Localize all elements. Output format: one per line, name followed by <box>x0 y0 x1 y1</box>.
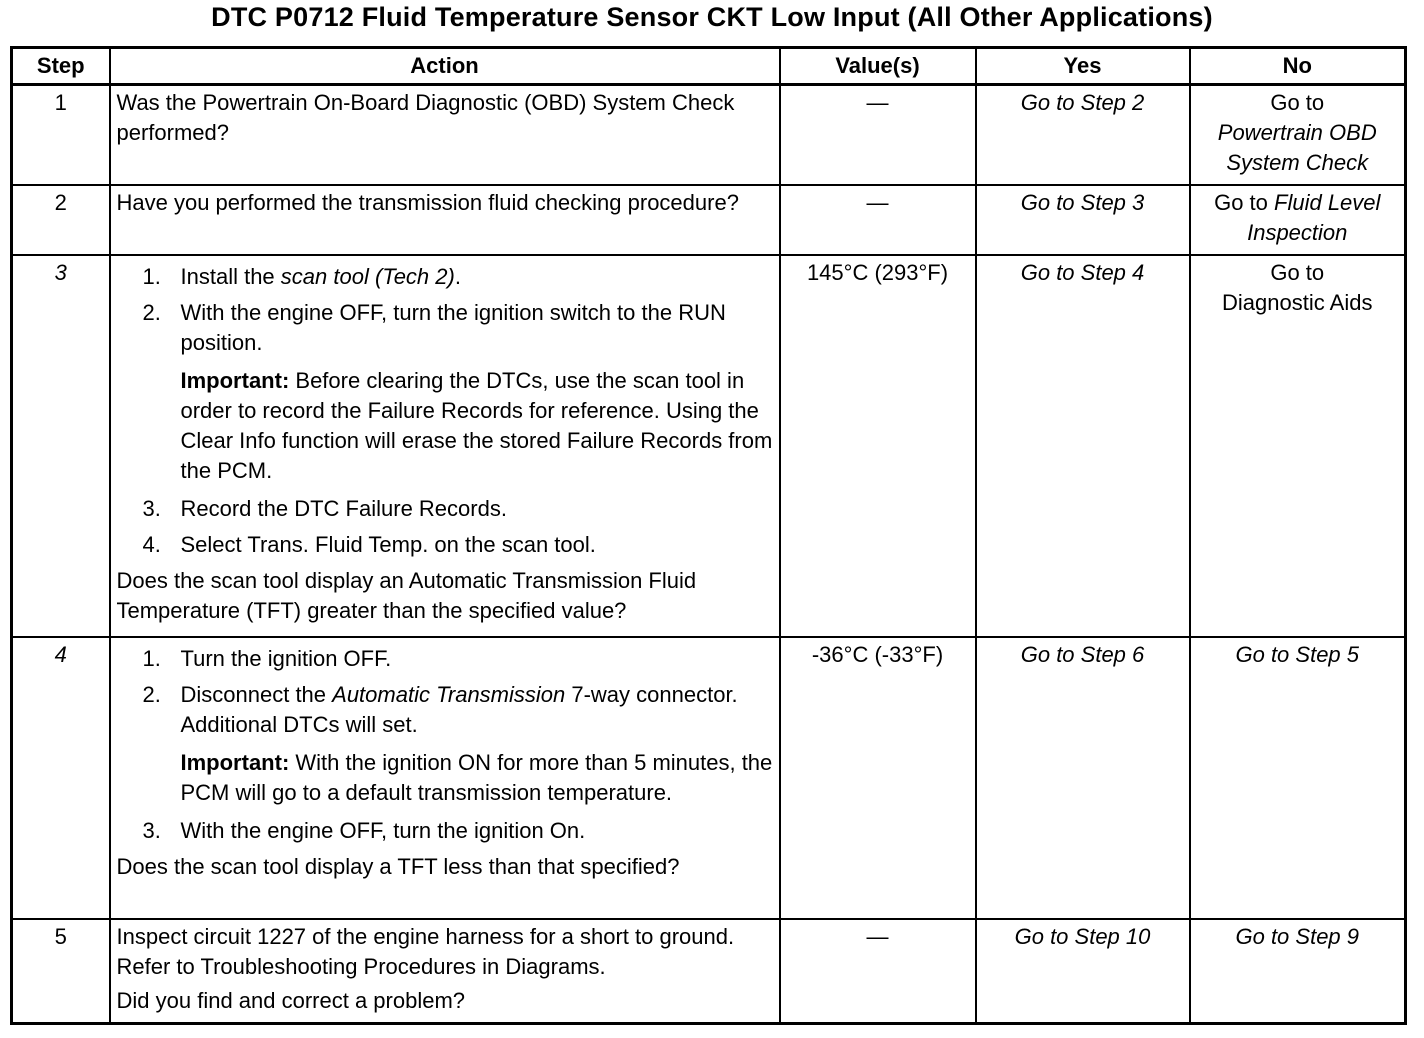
important-label: Important: <box>180 368 290 393</box>
list-text: Install the <box>180 264 281 289</box>
important-label: Important: <box>180 750 290 775</box>
list-number: 3. <box>142 818 161 843</box>
list-number: 1. <box>142 646 161 671</box>
list-text: 7-way connector. Additional DTCs will set. <box>180 682 738 737</box>
list-number: 1. <box>142 264 161 289</box>
step-number: 3 <box>12 255 110 637</box>
no-cell <box>1190 255 1406 637</box>
header-step: Step <box>12 48 110 85</box>
table-row <box>12 85 1406 186</box>
list-text: With the engine OFF, turn the ignition On. <box>180 818 586 843</box>
no-prefix: Go to <box>1270 90 1325 115</box>
page-title: DTC P0712 Fluid Temperature Sensor CKT Low Input (All Other Applications) <box>211 2 1213 32</box>
step-number: 2 <box>12 185 110 255</box>
header-no: No <box>1190 48 1406 85</box>
sub-step-list <box>117 262 773 358</box>
list-item <box>117 298 773 358</box>
list-text-italic: Automatic Transmission <box>332 682 566 707</box>
yes-cell: Go to Step 3 <box>976 185 1190 255</box>
yes-cell: Go to Step 4 <box>976 255 1190 637</box>
table-header-row <box>12 48 1406 85</box>
step-number: 1 <box>12 85 110 186</box>
list-text-italic: scan tool (Tech 2) <box>280 264 455 289</box>
list-item <box>117 494 773 524</box>
important-text: Before clearing the DTCs, use the scan tool in order to record the Failure Records for reference. Using the Clear Info function will erase the stored Failure Records from the PCM. <box>180 368 773 483</box>
list-text: Disconnect the <box>180 682 333 707</box>
value-cell: — <box>780 85 976 186</box>
header-action: Action <box>110 48 780 85</box>
diagnostic-table <box>10 46 1407 1025</box>
step-number: 4 <box>12 637 110 919</box>
no-cell: Go to Step 5 <box>1190 637 1406 919</box>
no-prefix: Go to <box>1214 190 1268 215</box>
action-cell: Have you performed the transmission fluid checking procedure? <box>110 185 780 255</box>
list-text: Select Trans. Fluid Temp. on the scan tool. <box>180 532 596 557</box>
sub-step-list <box>117 494 773 560</box>
no-link: Powertrain OBD System Check <box>1217 120 1377 175</box>
no-cell <box>1190 185 1406 255</box>
question-text: Does the scan tool display an Automatic Transmission Fluid Temperature (TFT) greater than the specified value? <box>116 568 697 623</box>
list-text: . <box>454 264 461 289</box>
action-cell <box>110 637 780 919</box>
list-item <box>117 644 773 674</box>
sub-step-list <box>117 816 773 846</box>
value-cell: 145°C (293°F) <box>780 255 976 637</box>
list-number: 4. <box>142 532 161 557</box>
no-text: Diagnostic Aids <box>1222 290 1373 315</box>
no-cell <box>1190 85 1406 186</box>
list-item <box>117 680 773 740</box>
step-number: 5 <box>12 919 110 1024</box>
list-item <box>117 530 773 560</box>
question-text: Does the scan tool display a TFT less than that specified? <box>116 854 680 879</box>
table-row <box>12 919 1406 1024</box>
header-yes: Yes <box>976 48 1190 85</box>
no-prefix: Go to <box>1270 260 1325 285</box>
sub-step-list <box>117 644 773 740</box>
table-row <box>12 637 1406 919</box>
action-cell <box>110 919 780 1024</box>
list-text: With the engine OFF, turn the ignition switch to the RUN position. <box>180 300 726 355</box>
action-cell: Was the Powertrain On-Board Diagnostic (OBD) System Check performed? <box>110 85 780 186</box>
action-cell <box>110 255 780 637</box>
question-text: Did you find and correct a problem? <box>116 988 466 1013</box>
table-row <box>12 255 1406 637</box>
list-text: Turn the ignition OFF. <box>180 646 392 671</box>
action-text: Inspect circuit 1227 of the engine harness for a short to ground. Refer to Troubleshooting Procedures in Diagrams. <box>116 924 735 979</box>
yes-cell: Go to Step 6 <box>976 637 1190 919</box>
no-cell: Go to Step 9 <box>1190 919 1406 1024</box>
table-row <box>12 185 1406 255</box>
value-cell: — <box>780 919 976 1024</box>
yes-cell: Go to Step 10 <box>976 919 1190 1024</box>
list-item <box>117 816 773 846</box>
yes-cell: Go to Step 2 <box>976 85 1190 186</box>
list-number: 2. <box>142 682 161 707</box>
important-note <box>117 748 773 808</box>
important-note <box>117 366 773 486</box>
list-number: 3. <box>142 496 161 521</box>
value-cell: -36°C (-33°F) <box>780 637 976 919</box>
list-number: 2. <box>142 300 161 325</box>
important-text: With the ignition ON for more than 5 minutes, the PCM will go to a default transmission temperature. <box>180 750 773 805</box>
no-link: Fluid Level Inspection <box>1247 190 1381 245</box>
header-values: Value(s) <box>780 48 976 85</box>
list-text: Record the DTC Failure Records. <box>180 496 507 521</box>
value-cell: — <box>780 185 976 255</box>
list-item <box>117 262 773 292</box>
